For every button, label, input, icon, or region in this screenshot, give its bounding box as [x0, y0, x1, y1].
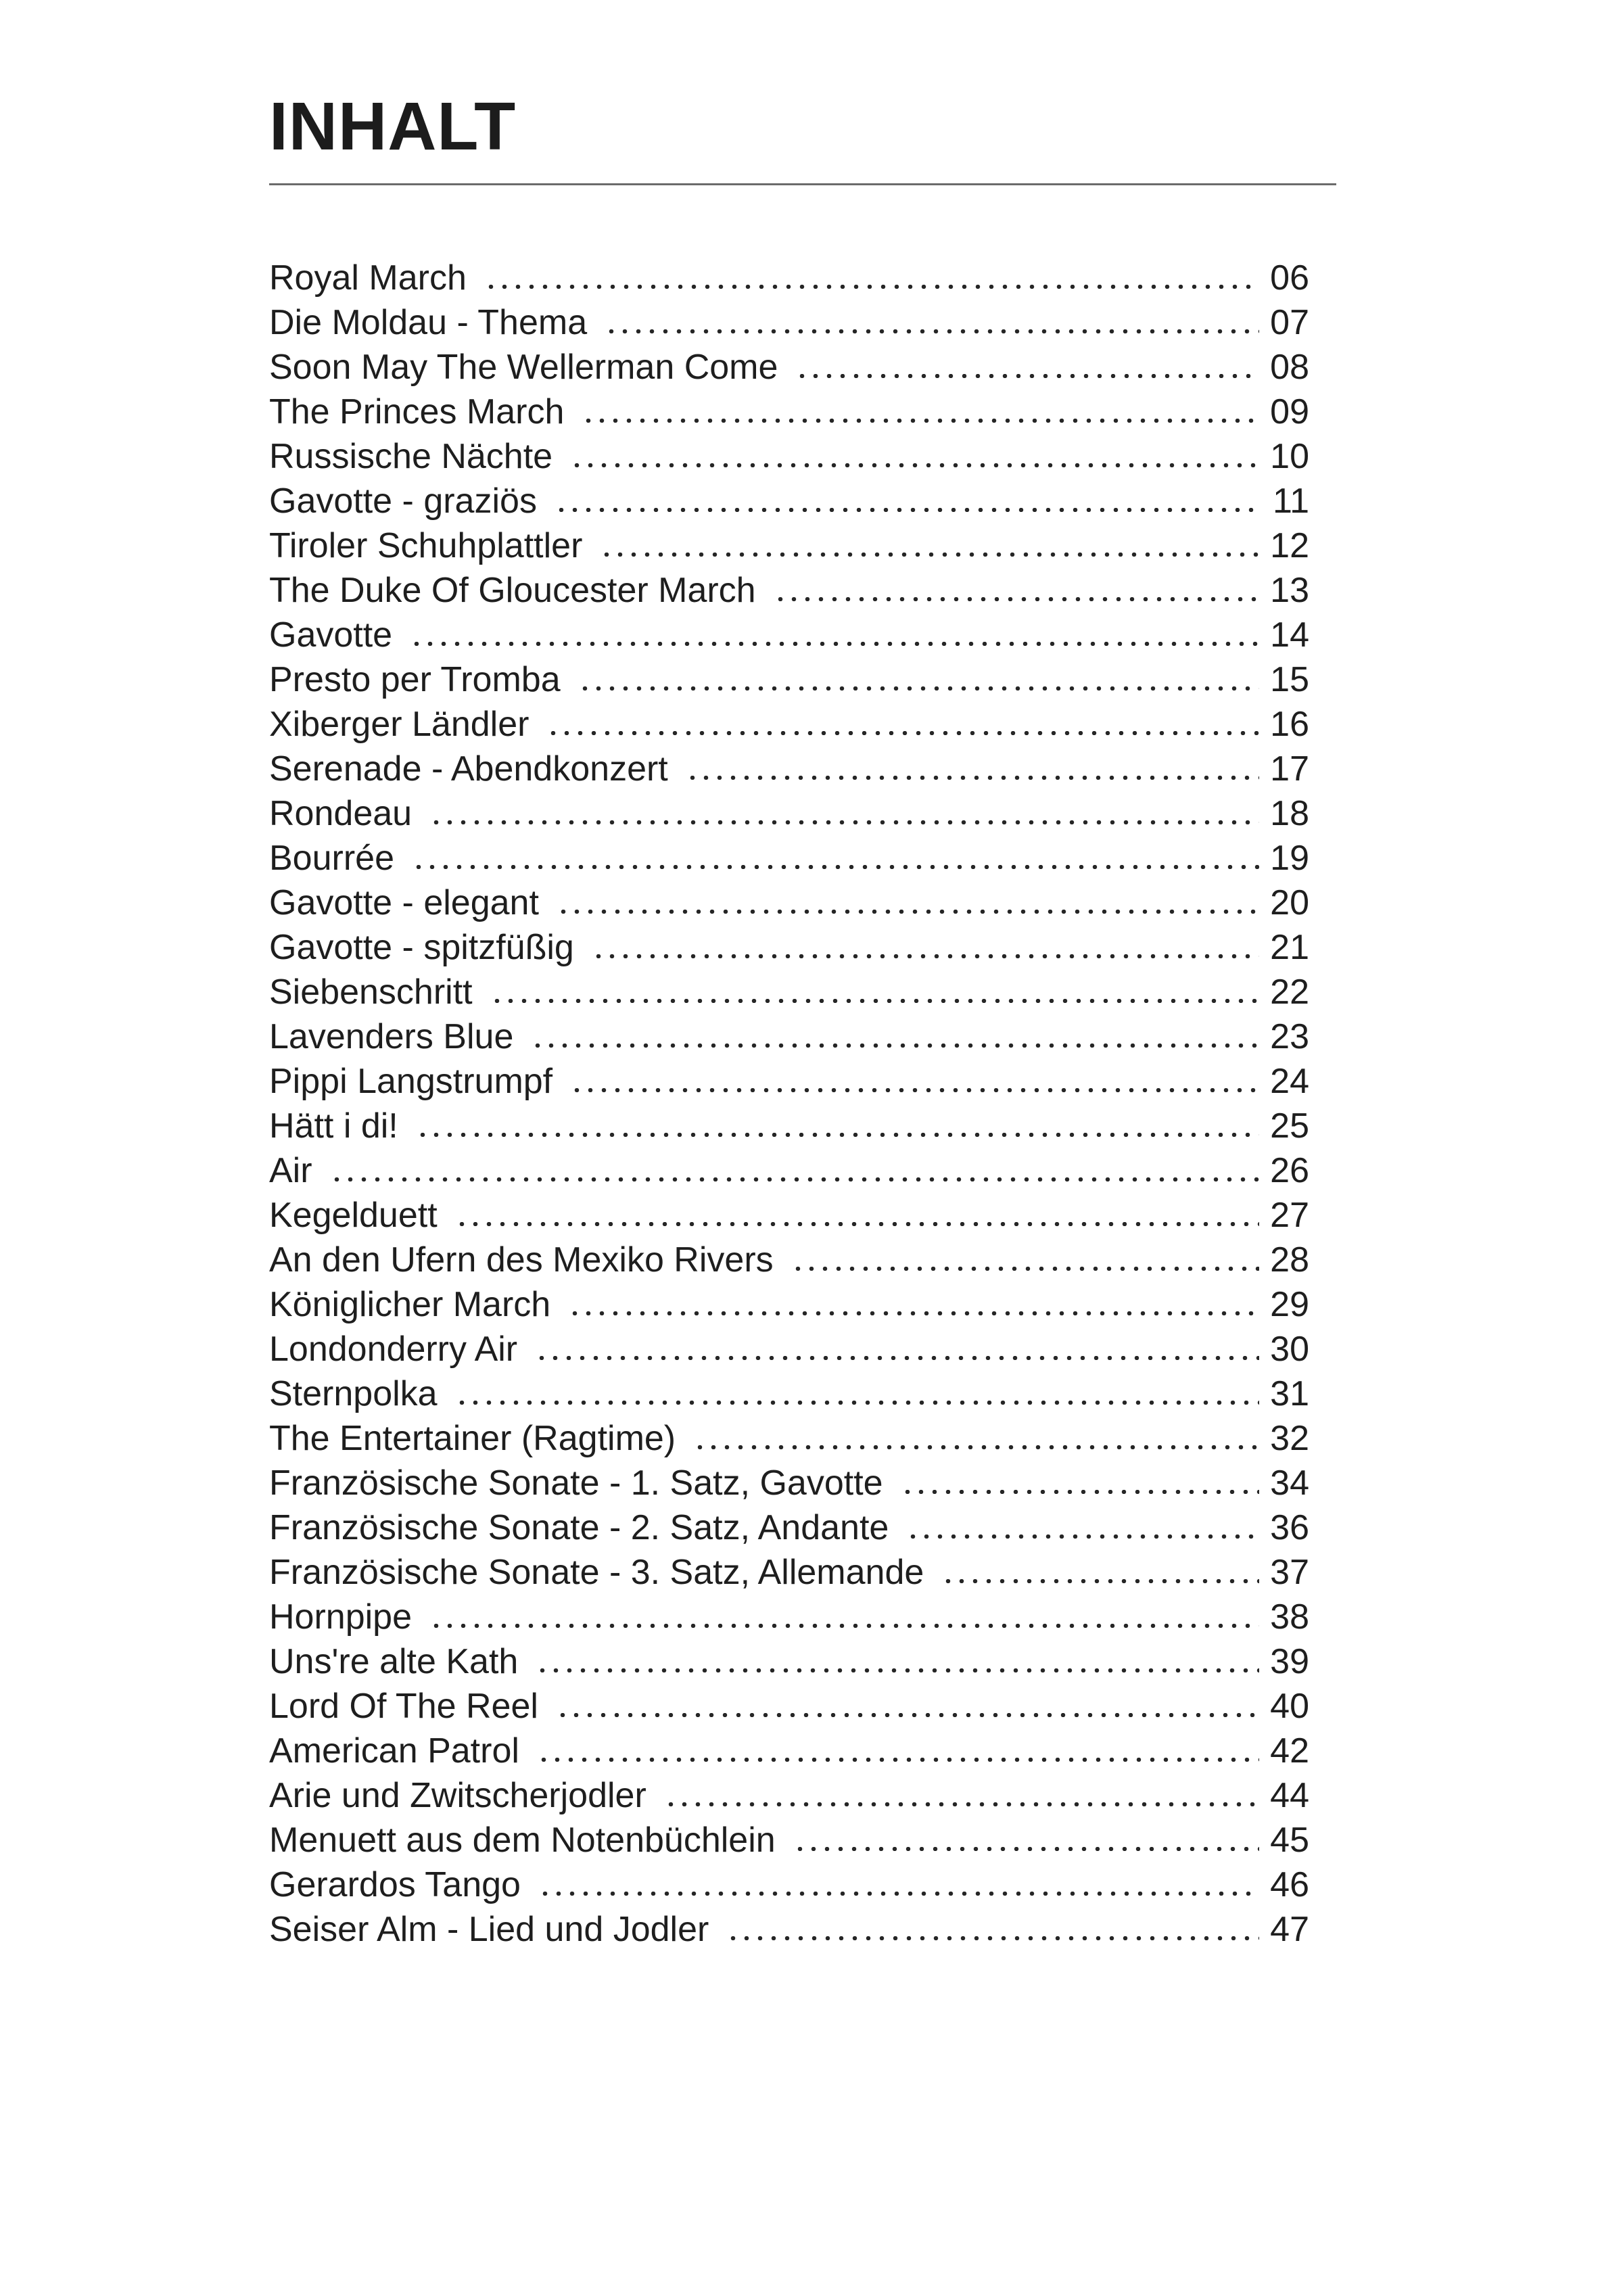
toc-entry-page: 19	[1270, 839, 1309, 878]
toc-entry-page: 17	[1270, 749, 1309, 789]
toc-entry-title: Londonderry Air	[269, 1330, 518, 1369]
toc-row	[269, 1773, 1309, 1818]
toc-entry-title: Kegelduett	[269, 1196, 438, 1235]
toc-entry-page: 40	[1270, 1687, 1309, 1726]
toc-entry-page: 38	[1270, 1597, 1309, 1637]
toc-row	[269, 345, 1309, 390]
toc-row	[269, 523, 1309, 568]
toc-entry-page: 18	[1270, 794, 1309, 833]
toc-row	[269, 881, 1309, 925]
toc-entry-page: 30	[1270, 1330, 1309, 1369]
toc-entry-title: Hätt i di!	[269, 1106, 398, 1146]
toc-row	[269, 836, 1309, 881]
dot-leader	[429, 1595, 1259, 1639]
toc-row	[269, 1372, 1309, 1416]
toc-entry-page: 47	[1270, 1910, 1309, 1949]
toc-entry-page: 07	[1270, 303, 1309, 342]
toc-entry-page: 46	[1270, 1865, 1309, 1904]
toc-row	[269, 479, 1309, 523]
title-rule	[269, 183, 1336, 185]
toc-entry-title: Gavotte	[269, 615, 393, 655]
dot-leader	[568, 1282, 1259, 1327]
toc-row	[269, 1684, 1309, 1729]
toc-row	[269, 1907, 1309, 1952]
dot-leader	[538, 1862, 1259, 1907]
dot-leader	[429, 791, 1259, 836]
toc-row	[269, 1059, 1309, 1104]
dot-leader	[570, 1059, 1259, 1104]
toc-entry-page: 16	[1270, 705, 1309, 744]
toc-row	[269, 1550, 1309, 1595]
dot-leader	[906, 1505, 1259, 1550]
toc-entry-title: Hornpipe	[269, 1597, 413, 1637]
toc-entry-page: 39	[1270, 1642, 1309, 1681]
toc-row	[269, 1148, 1309, 1193]
dot-leader	[537, 1729, 1259, 1773]
toc-entry-page: 21	[1270, 928, 1309, 967]
toc-row	[269, 1327, 1309, 1372]
dot-leader	[455, 1193, 1260, 1238]
dot-leader	[693, 1416, 1259, 1461]
toc-row	[269, 1818, 1309, 1862]
toc-entry-page: 25	[1270, 1106, 1309, 1146]
toc-row	[269, 1461, 1309, 1505]
dot-leader	[455, 1372, 1260, 1416]
toc-row	[269, 390, 1309, 434]
dot-leader	[570, 434, 1259, 479]
toc-entry-title: The Princes March	[269, 392, 565, 431]
toc-entry-title: Tiroler Schuhplattler	[269, 526, 583, 565]
toc-entry-page: 37	[1270, 1553, 1309, 1592]
dot-leader	[941, 1550, 1259, 1595]
toc-entry-title: Soon May The Wellerman Come	[269, 348, 778, 387]
dot-leader	[582, 390, 1259, 434]
toc-entry-title: Bourrée	[269, 839, 394, 878]
toc-entry-page: 09	[1270, 392, 1309, 431]
toc-row	[269, 702, 1309, 747]
toc-entry-title: Gavotte - elegant	[269, 883, 539, 922]
dot-leader	[795, 345, 1259, 390]
dot-leader	[664, 1773, 1259, 1818]
dot-leader	[410, 613, 1259, 657]
toc-entry-page: 11	[1273, 482, 1309, 521]
toc-entry-title: Gavotte - spitzfüßig	[269, 928, 574, 967]
toc-entry-title: The Entertainer (Ragtime)	[269, 1419, 676, 1458]
dot-leader	[686, 747, 1259, 791]
toc-entry-page: 26	[1270, 1151, 1309, 1190]
toc-entry-page: 15	[1270, 660, 1309, 699]
toc-row	[269, 1193, 1309, 1238]
toc-entry-title: The Duke Of Gloucester March	[269, 571, 756, 610]
toc-row	[269, 613, 1309, 657]
toc-entry-title: Russische Nächte	[269, 437, 553, 476]
toc-entry-page: 23	[1270, 1017, 1309, 1056]
dot-leader	[791, 1238, 1260, 1282]
toc-row	[269, 1639, 1309, 1684]
toc-row	[269, 434, 1309, 479]
toc-list	[269, 256, 1336, 1952]
dot-leader	[484, 256, 1259, 300]
dot-leader	[330, 1148, 1260, 1193]
dot-leader	[726, 1907, 1259, 1952]
toc-entry-title: Arie und Zwitscherjodler	[269, 1776, 646, 1815]
dot-leader	[557, 881, 1259, 925]
page-title: INHALT	[269, 89, 517, 164]
dot-leader	[605, 300, 1259, 345]
dot-leader	[416, 1104, 1259, 1148]
toc-entry-title: Sternpolka	[269, 1374, 438, 1413]
toc-entry-title: Die Moldau - Thema	[269, 303, 588, 342]
toc-row	[269, 1014, 1309, 1059]
toc-entry-title: Gavotte - graziös	[269, 482, 537, 521]
toc-entry-title: Seiser Alm - Lied und Jodler	[269, 1910, 709, 1949]
toc-entry-page: 34	[1270, 1463, 1309, 1503]
dot-leader	[901, 1461, 1260, 1505]
toc-entry-title: Presto per Tromba	[269, 660, 561, 699]
toc-entry-title: Französische Sonate - 1. Satz, Gavotte	[269, 1463, 883, 1503]
toc-row	[269, 1238, 1309, 1282]
toc-entry-title: Royal March	[269, 258, 467, 298]
toc-row	[269, 1104, 1309, 1148]
toc-entry-page: 27	[1270, 1196, 1309, 1235]
toc-row	[269, 300, 1309, 345]
toc-entry-title: Lord Of The Reel	[269, 1687, 538, 1726]
dot-leader	[546, 702, 1259, 747]
toc-row	[269, 1416, 1309, 1461]
toc-entry-title: An den Ufern des Mexiko Rivers	[269, 1240, 774, 1280]
dot-leader	[535, 1327, 1259, 1372]
dot-leader	[555, 479, 1261, 523]
toc-row	[269, 256, 1309, 300]
toc-entry-page: 31	[1270, 1374, 1309, 1413]
toc-entry-title: Pippi Langstrumpf	[269, 1062, 553, 1101]
toc-row	[269, 568, 1309, 613]
toc-entry-page: 36	[1270, 1508, 1309, 1547]
toc-entry-page: 45	[1270, 1821, 1309, 1860]
toc-row	[269, 970, 1309, 1014]
toc-entry-page: 10	[1270, 437, 1309, 476]
toc-entry-title: Serenade - Abendkonzert	[269, 749, 668, 789]
toc-entry-page: 22	[1270, 973, 1309, 1012]
toc-row	[269, 1729, 1309, 1773]
toc-entry-title: Lavenders Blue	[269, 1017, 514, 1056]
toc-row	[269, 1282, 1309, 1327]
dot-leader	[600, 523, 1259, 568]
toc-entry-page: 13	[1270, 571, 1309, 610]
toc-entry-title: American Patrol	[269, 1731, 519, 1771]
dot-leader	[531, 1014, 1259, 1059]
toc-entry-title: Air	[269, 1151, 312, 1190]
toc-entry-page: 20	[1270, 883, 1309, 922]
toc-entry-title: Menuett aus dem Notenbüchlein	[269, 1821, 776, 1860]
toc-entry-page: 12	[1270, 526, 1309, 565]
toc-entry-page: 24	[1270, 1062, 1309, 1101]
toc-entry-page: 06	[1270, 258, 1309, 298]
toc-entry-page: 44	[1270, 1776, 1309, 1815]
toc-entry-page: 29	[1270, 1285, 1309, 1324]
toc-row	[269, 747, 1309, 791]
toc-entry-page: 32	[1270, 1419, 1309, 1458]
dot-leader	[412, 836, 1259, 881]
toc-row	[269, 1862, 1309, 1907]
toc-entry-title: Französische Sonate - 2. Satz, Andante	[269, 1508, 889, 1547]
dot-leader	[793, 1818, 1259, 1862]
dot-leader	[774, 568, 1260, 613]
toc-row	[269, 1595, 1309, 1639]
content-column	[269, 0, 1336, 1952]
dot-leader	[536, 1639, 1259, 1684]
toc-entry-title: Französische Sonate - 3. Satz, Allemande	[269, 1553, 924, 1592]
toc-entry-title: Gerardos Tango	[269, 1865, 521, 1904]
toc-entry-page: 08	[1270, 348, 1309, 387]
toc-row	[269, 791, 1309, 836]
dot-leader	[592, 925, 1259, 970]
dot-leader	[490, 970, 1260, 1014]
toc-entry-page: 14	[1270, 615, 1309, 655]
toc-entry-title: Königlicher March	[269, 1285, 551, 1324]
toc-row	[269, 925, 1309, 970]
toc-entry-title: Xiberger Ländler	[269, 705, 530, 744]
toc-entry-page: 42	[1270, 1731, 1309, 1771]
dot-leader	[556, 1684, 1259, 1729]
toc-entry-title: Uns're alte Kath	[269, 1642, 519, 1681]
toc-entry-page: 28	[1270, 1240, 1309, 1280]
dot-leader	[578, 657, 1260, 702]
toc-entry-title: Rondeau	[269, 794, 413, 833]
toc-entry-title: Siebenschritt	[269, 973, 473, 1012]
toc-row	[269, 1505, 1309, 1550]
toc-row	[269, 657, 1309, 702]
